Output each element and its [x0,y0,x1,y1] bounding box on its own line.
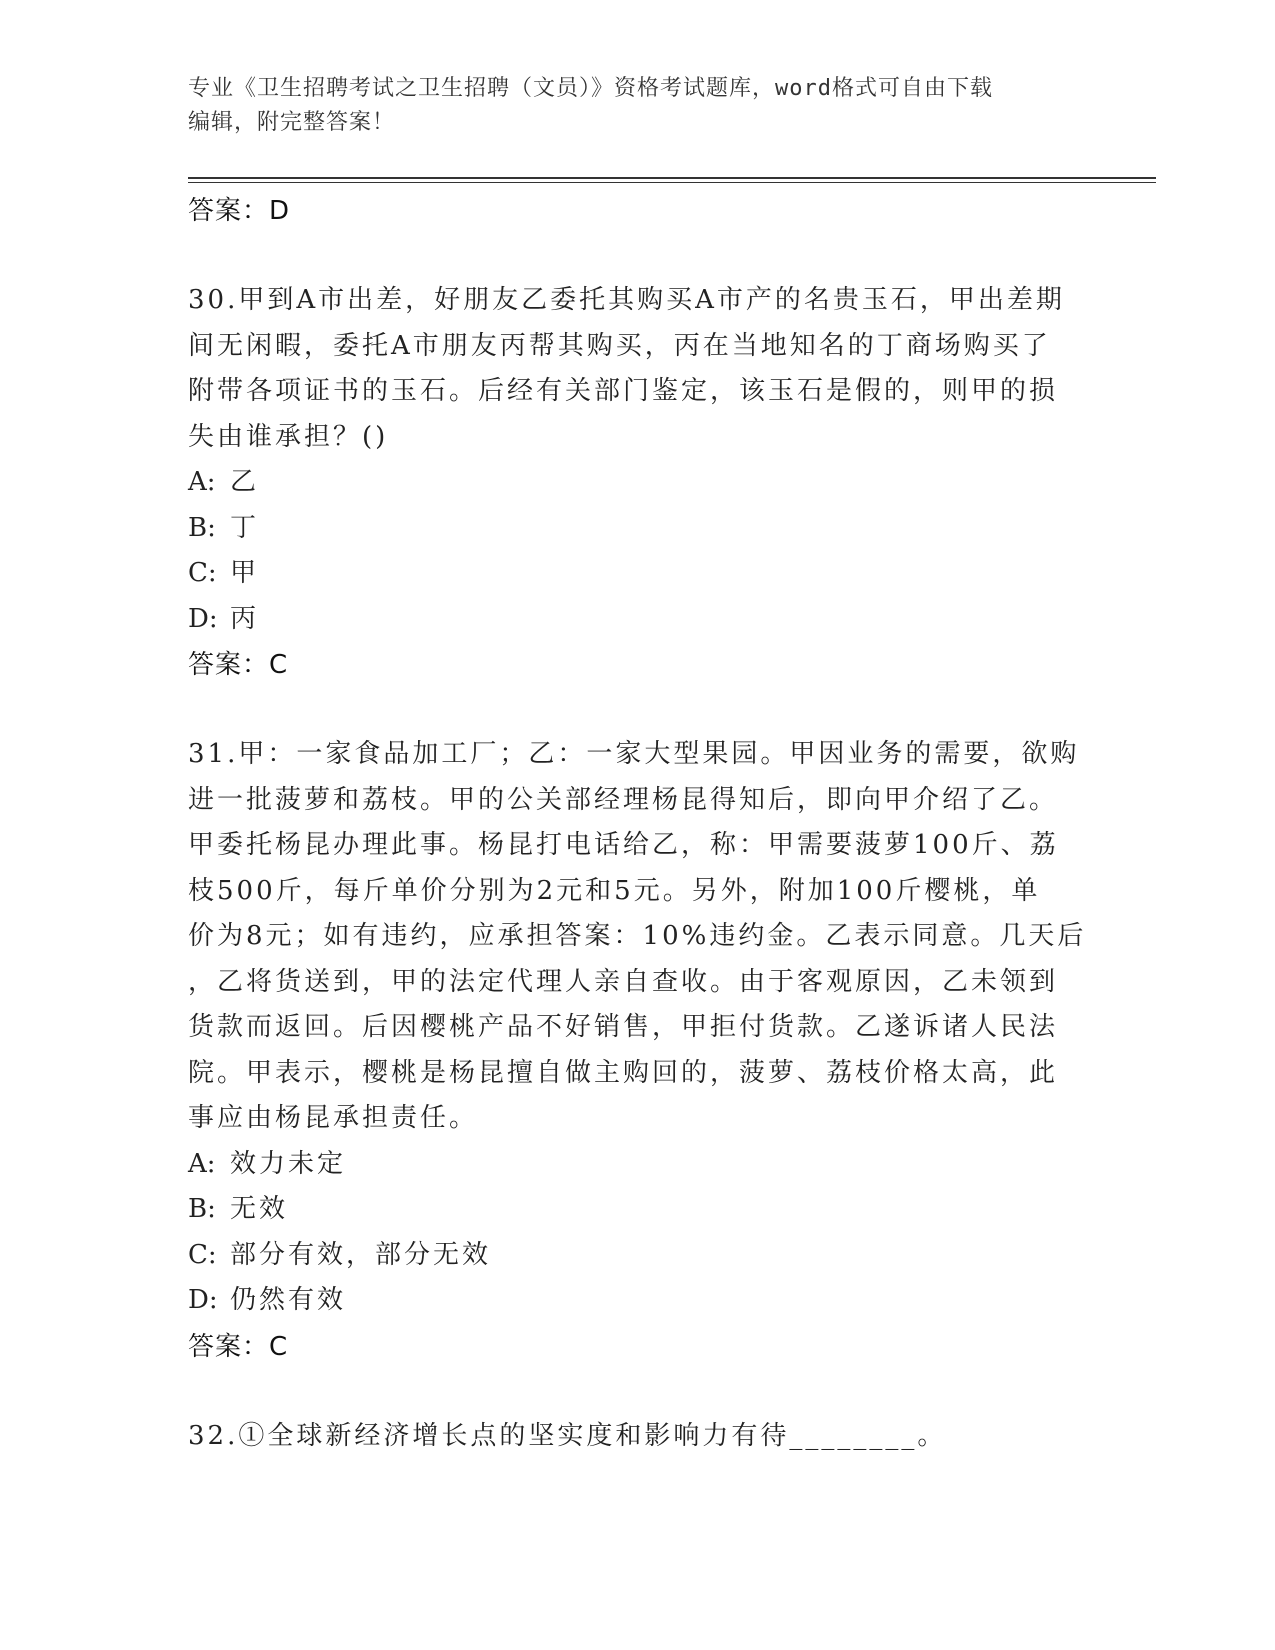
question-line: 院。甲表示，樱桃是杨昆擅自做主购回的，菠萝、荔枝价格太高，此 [188,1057,1059,1088]
previous-answer: 答案：D [188,196,291,226]
option-c [188,551,1088,597]
option-label: C: [188,558,217,588]
question-line: ，乙将货送到，甲的法定代理人亲自查收。由于客观原因，乙未领到 [188,966,1059,997]
question-30 [188,278,1088,688]
spacer [188,234,1088,278]
option-a [188,460,1088,506]
option-c [188,1233,1088,1279]
option-d [188,1278,1088,1324]
question-stem [188,1414,1088,1460]
option-label: B: [188,1194,216,1224]
option-label: A: [188,1148,216,1179]
question-line: 货款而返回。后因樱桃产品不好销售，甲拒付货款。乙遂诉诸人民法 [188,1012,1059,1042]
question-line: 价为8元；如有违约，应承担答案：10%违约金。乙表示同意。几天后 [188,921,1087,951]
option-text: 部分有效，部分无效 [230,1239,492,1270]
header-divider-thick [188,177,1156,179]
option-text: 无效 [230,1194,289,1224]
question-32 [188,1414,1088,1460]
option-text: 仍然有效 [230,1285,347,1315]
header-text [188,72,1088,140]
answer: 答案：C [188,650,289,680]
option-text: 甲 [230,558,260,588]
option-b [188,1187,1088,1233]
question-line: 32.①全球新经济增长点的坚实度和影响力有待________。 [188,1420,947,1451]
option-text: 丁 [230,512,260,543]
question-31 [188,732,1088,1370]
question-line: 间无闲暇，委托A市朋友丙帮其购买，丙在当地知名的丁商场购买了 [188,330,1051,361]
header-line-1: 专业《卫生招聘考试之卫生招聘（文员）》资格考试题库，word格式可自由下载 [188,76,993,101]
option-label: B: [188,512,216,543]
option-text: 乙 [230,467,260,497]
question-line: 枝500斤，每斤单价分别为2元和5元。另外，附加100斤樱桃，单 [188,875,1041,906]
header-divider-thin [188,182,1156,183]
option-text: 丙 [230,603,260,634]
question-line: 失由谁承担？() [188,421,389,452]
option-a [188,1142,1088,1188]
option-label: C: [188,1239,217,1270]
question-stem [188,278,1088,460]
option-text: 效力未定 [230,1148,347,1179]
question-line: 甲委托杨昆办理此事。杨昆打电话给乙，称：甲需要菠萝100斤、荔 [188,830,1059,860]
question-line: 31.甲：一家食品加工厂；乙：一家大型果园。甲因业务的需要，欲购 [188,739,1080,769]
question-stem [188,732,1088,1142]
question-line: 30.甲到A市出差，好朋友乙委托其购买A市产的名贵玉石，甲出差期 [188,285,1065,315]
answer: 答案：C [188,1331,289,1362]
question-content [188,188,1088,1459]
option-label: D: [188,1285,218,1315]
option-label: A: [188,467,216,497]
question-line: 进一批菠萝和荔枝。甲的公关部经理杨昆得知后，即向甲介绍了乙。 [188,784,1059,815]
spacer [188,1370,1088,1414]
option-d [188,597,1088,643]
spacer [188,688,1088,732]
option-label: D: [188,603,218,634]
question-line: 附带各项证书的玉石。后经有关部门鉴定，该玉石是假的，则甲的损 [188,376,1059,406]
option-b [188,506,1088,552]
header-line-2: 编辑，附完整答案！ [188,110,396,135]
question-line: 事应由杨昆承担责任。 [188,1103,479,1133]
